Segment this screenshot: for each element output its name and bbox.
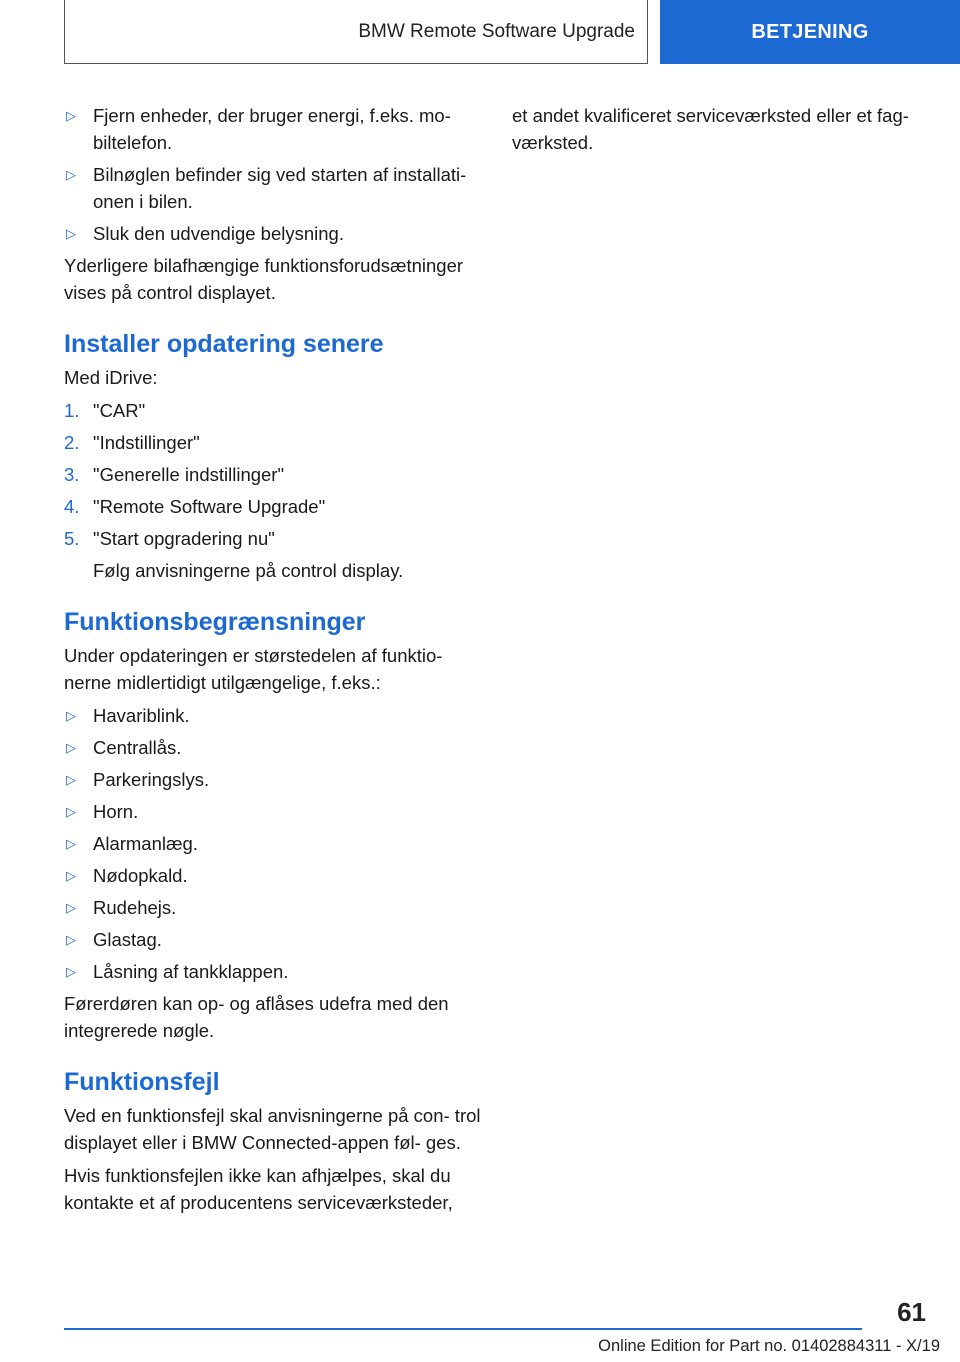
- header-title-box: [64, 0, 648, 64]
- step-number: 5.: [64, 528, 80, 549]
- triangle-bullet-icon: ▷: [66, 772, 76, 787]
- triangle-bullet-icon: ▷: [66, 932, 76, 947]
- step-item: 2. "Indstillinger": [64, 429, 482, 456]
- section-tab[interactable]: [660, 0, 960, 64]
- page-number: 61: [897, 1297, 926, 1327]
- triangle-bullet-icon: ▷: [66, 108, 76, 123]
- list-item: ▷ Bilnøglen befinder sig ved starten af installati‐ onen i bilen.: [64, 161, 482, 215]
- step-number: 2.: [64, 432, 80, 453]
- header-title: BMW Remote Software Upgrade: [358, 20, 635, 42]
- paragraph: Hvis funktionsfejlen ikke kan afhjælpes, skal du kontakte et af producentens serviceværksteder,: [64, 1165, 453, 1213]
- list-item: ▷ Horn.: [64, 798, 482, 825]
- triangle-bullet-icon: ▷: [66, 964, 76, 979]
- step-followup: Følg anvisningerne på control display.: [93, 560, 404, 581]
- list-item: ▷ Fjern enheder, der bruger energi, f.eks. mo‐ biltelefon.: [64, 102, 482, 156]
- list-item: ▷ Sluk den udvendige belysning.: [64, 220, 482, 247]
- step-number: 4.: [64, 496, 80, 517]
- paragraph: Førerdøren kan op- og aflåses udefra med den integrerede nøgle.: [64, 993, 449, 1041]
- section-heading-limits: Funktionsbegrænsninger: [64, 608, 366, 636]
- section-heading-install: Installer opdatering senere: [64, 330, 384, 358]
- triangle-bullet-icon: ▷: [66, 868, 76, 883]
- list-item: ▷ Nødopkald.: [64, 862, 482, 889]
- section-tab-label: BETJENING: [751, 20, 869, 43]
- step-number: 1.: [64, 400, 80, 421]
- list-item: ▷ Alarmanlæg.: [64, 830, 482, 857]
- list-item: ▷ Centrallås.: [64, 734, 482, 761]
- list-item: ▷ Rudehejs.: [64, 894, 482, 921]
- step-item: 4. "Remote Software Upgrade": [64, 493, 482, 520]
- paragraph: Ved en funktionsfejl skal anvisningerne på con‐ trol displayet eller i BMW Connected-appen føl‐ ges.: [64, 1105, 481, 1153]
- step-number: 3.: [64, 464, 80, 485]
- footer-divider: [64, 1328, 862, 1330]
- triangle-bullet-icon: ▷: [66, 804, 76, 819]
- section-heading-error: Funktionsfejl: [64, 1068, 220, 1096]
- list-item: ▷ Låsning af tankklappen.: [64, 958, 482, 985]
- triangle-bullet-icon: ▷: [66, 740, 76, 755]
- paragraph: Yderligere bilafhængige funktionsforudsætninger vises på control displayet.: [64, 255, 464, 303]
- triangle-bullet-icon: ▷: [66, 226, 76, 241]
- right-column: [512, 102, 932, 162]
- step-list: [64, 397, 482, 552]
- step-item: 3. "Generelle indstillinger": [64, 461, 482, 488]
- step-item: 1. "CAR": [64, 397, 482, 424]
- triangle-bullet-icon: ▷: [66, 708, 76, 723]
- triangle-bullet-icon: ▷: [66, 167, 76, 182]
- list-item: ▷ Havariblink.: [64, 702, 482, 729]
- triangle-bullet-icon: ▷: [66, 836, 76, 851]
- paragraph: Under opdateringen er størstedelen af funktio‐ nerne midlertidigt utilgængelige, f.eks.:: [64, 645, 443, 693]
- list-item: ▷ Parkeringslys.: [64, 766, 482, 793]
- paragraph: Med iDrive:: [64, 367, 158, 388]
- footer-edition: Online Edition for Part no. 01402884311 - X/19: [598, 1337, 940, 1355]
- limits-list: [64, 702, 482, 985]
- paragraph: et andet kvalificeret serviceværksted eller et fag‐ værksted.: [512, 105, 909, 153]
- triangle-bullet-icon: ▷: [66, 900, 76, 915]
- left-column: [64, 102, 482, 1222]
- step-item: 5. "Start opgradering nu": [64, 525, 482, 552]
- prerequisite-list: [64, 102, 482, 247]
- list-item: ▷ Glastag.: [64, 926, 482, 953]
